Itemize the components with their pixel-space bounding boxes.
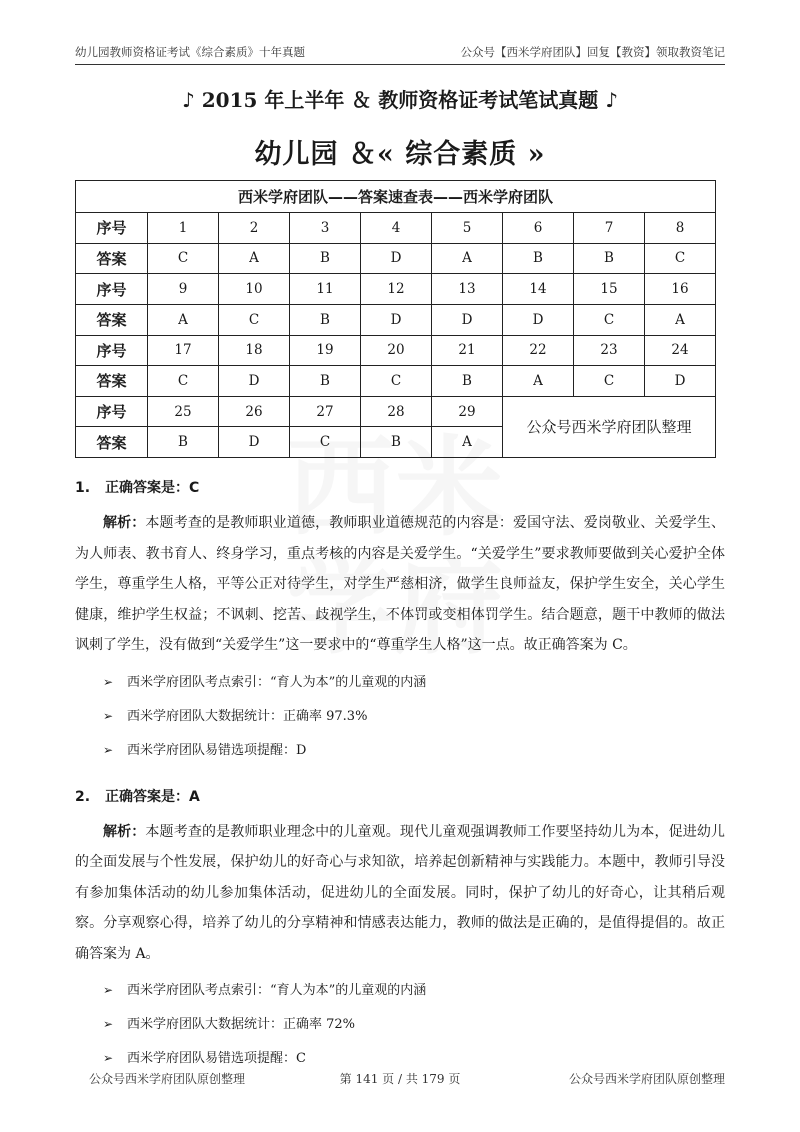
question-number-cell: 19 (290, 335, 361, 366)
number-row-label: 序号 (76, 396, 148, 427)
number-row (76, 396, 716, 427)
answer-cell: A (219, 243, 290, 274)
question-number: 2. (75, 788, 91, 805)
analysis-body: 本题考查的是教师职业道德，教师职业道德规范的内容是：爱国守法、爱岗敬业、关爱学生、为人师表、教书育人、终身学习，重点考核的内容是关爱学生。“关爱学生”要求教师要做到关心爱护全体学生，尊重学生人格，平等公正对待学生，对学生严慈相济，做学生良师益友，保护学生安全，关心学生健康，维护学生权益；不讽刺、挖苦、歧视学生，不体罚或变相体罚学生。结合题意，题干中教师的做法讽刺了学生，没有做到“关爱学生”这一要求中的“尊重学生人格”这一点。故正确答案为 C。 (75, 515, 726, 653)
note-item (103, 667, 725, 701)
note-item (103, 1009, 725, 1043)
number-row (76, 335, 716, 366)
question-number-cell: 18 (219, 335, 290, 366)
footer-left-text: 公众号西米学府团队原创整理 (89, 1072, 246, 1086)
page-number: 第 141 页 / 共 179 页 (339, 1072, 461, 1086)
question-number-cell: 1 (148, 213, 219, 244)
question-number-cell: 9 (148, 274, 219, 305)
question-number-cell: 20 (361, 335, 432, 366)
answer-cell: A (148, 304, 219, 335)
answer-cell: C (148, 243, 219, 274)
note-text: 西米学府团队易错选项提醒：C (127, 1051, 306, 1066)
arrow-bullet-icon: ➢ (103, 1017, 114, 1031)
note-item (103, 701, 725, 735)
number-row-label: 序号 (76, 213, 148, 244)
answer-cell: A (432, 427, 503, 458)
page-subtitle: 幼儿园 ＆« 综合素质 » (254, 139, 546, 170)
answer-table (75, 180, 716, 458)
arrow-bullet-icon: ➢ (103, 708, 114, 723)
answer-row-label: 答案 (76, 427, 148, 458)
question-number-cell: 15 (574, 274, 645, 305)
arrow-bullet-icon: ➢ (103, 1051, 114, 1065)
note-text: 西米学府团队考点索引：“育人为本”的儿童观的内涵 (127, 983, 427, 998)
note-item (103, 735, 725, 769)
number-row-label: 序号 (76, 335, 148, 366)
answer-cell: C (148, 366, 219, 397)
number-row (76, 213, 716, 244)
answer-cell: D (645, 366, 716, 397)
answer-row (76, 243, 716, 274)
answer-cell: C (290, 427, 361, 458)
answer-cell: C (361, 366, 432, 397)
table-caption: 西米学府团队——答案速查表——西米学府团队 (76, 181, 716, 213)
arrow-bullet-icon: ➢ (103, 742, 114, 757)
answer-cell: C (645, 243, 716, 274)
question-number: 1. (75, 480, 91, 496)
answer-cell: B (361, 427, 432, 458)
question-number-cell: 25 (148, 396, 219, 427)
answer-cell: B (290, 304, 361, 335)
note-list (75, 975, 725, 1077)
question-number-cell: 11 (290, 274, 361, 305)
question-number-cell: 17 (148, 335, 219, 366)
question-heading (75, 476, 725, 500)
answer-row (76, 366, 716, 397)
answer-cell: C (574, 304, 645, 335)
question-number-cell: 3 (290, 213, 361, 244)
correct-answer: 正确答案是：C (105, 480, 200, 496)
question-block (75, 476, 725, 769)
answer-cell: D (503, 304, 574, 335)
note-text: 西米学府团队大数据统计：正确率 72% (127, 1017, 356, 1032)
analysis-label: 解析： (103, 823, 146, 840)
answer-row (76, 304, 716, 335)
question-number-cell: 22 (503, 335, 574, 366)
question-number-cell: 29 (432, 396, 503, 427)
arrow-bullet-icon: ➢ (103, 983, 114, 997)
answer-cell: D (361, 243, 432, 274)
analysis-label: 解析： (103, 515, 146, 531)
answer-cell: B (432, 366, 503, 397)
number-row (76, 274, 716, 305)
question-number-cell: 21 (432, 335, 503, 366)
note-list (75, 667, 725, 769)
answer-cell: C (219, 304, 290, 335)
question-number-cell: 13 (432, 274, 503, 305)
question-number-cell: 26 (219, 396, 290, 427)
header-right-text: 公众号【西米学府团队】回复【教资】领取教资笔记 (460, 45, 725, 59)
note-item (103, 975, 725, 1009)
question-block (75, 785, 725, 1078)
note-text: 西米学府团队考点索引：“育人为本”的儿童观的内涵 (127, 674, 427, 690)
answer-cell: A (645, 304, 716, 335)
number-row-label: 序号 (76, 274, 148, 305)
table-note: 公众号西米学府团队整理 (503, 396, 716, 457)
answer-row-label: 答案 (76, 304, 148, 335)
answer-cell: B (503, 243, 574, 274)
answer-cell: D (361, 304, 432, 335)
header-left-text: 幼儿园教师资格证考试《综合素质》十年真题 (75, 45, 305, 59)
question-number-cell: 27 (290, 396, 361, 427)
question-number-cell: 4 (361, 213, 432, 244)
analysis-text (75, 508, 725, 661)
note-text: 西米学府团队大数据统计：正确率 97.3% (127, 708, 368, 724)
answer-row-label: 答案 (76, 243, 148, 274)
answer-cell: D (219, 366, 290, 397)
page-title: ♪ 2015 年上半年 ＆ 教师资格证考试笔试真题 ♪ (181, 88, 618, 112)
question-number-cell: 2 (219, 213, 290, 244)
question-number-cell: 5 (432, 213, 503, 244)
question-number-cell: 16 (645, 274, 716, 305)
answer-cell: B (148, 427, 219, 458)
question-list (75, 476, 725, 1093)
page-footer (75, 1070, 725, 1090)
question-number-cell: 7 (574, 213, 645, 244)
question-number-cell: 6 (503, 213, 574, 244)
analysis-body: 本题考查的是教师职业理念中的儿童观。现代儿童观强调教师工作要坚持幼儿为本，促进幼儿的全面发展与个性发展，保护幼儿的好奇心与求知欲，培养起创新精神与实践能力。本题中，教师引导没有参加集体活动的幼儿参加集体活动，促进幼儿的全面发展。同时，保护了幼儿的好奇心，让其稍后观察。分享观察心得，培养了幼儿的分享精神和情感表达能力，教师的做法是正确的，是值得提倡的。故正确答案为 A。 (75, 823, 726, 962)
answer-cell: A (432, 243, 503, 274)
answer-cell: D (432, 304, 503, 335)
answer-cell: A (503, 366, 574, 397)
question-number-cell: 24 (645, 335, 716, 366)
answer-cell: B (290, 243, 361, 274)
question-number-cell: 12 (361, 274, 432, 305)
footer-right-text: 公众号西米学府团队原创整理 (568, 1072, 725, 1086)
question-number-cell: 14 (503, 274, 574, 305)
question-number-cell: 8 (645, 213, 716, 244)
answer-cell: B (290, 366, 361, 397)
table-caption-row (76, 181, 716, 213)
question-number-cell: 28 (361, 396, 432, 427)
question-number-cell: 23 (574, 335, 645, 366)
question-number-cell: 10 (219, 274, 290, 305)
answer-cell: B (574, 243, 645, 274)
correct-answer: 正确答案是：A (105, 788, 200, 805)
answer-row-label: 答案 (76, 366, 148, 397)
analysis-text (75, 817, 725, 970)
answer-cell: C (574, 366, 645, 397)
question-heading (75, 785, 725, 809)
arrow-bullet-icon: ➢ (103, 674, 114, 689)
page-header (75, 40, 725, 65)
note-text: 西米学府团队易错选项提醒：D (127, 742, 307, 758)
answer-cell: D (219, 427, 290, 458)
